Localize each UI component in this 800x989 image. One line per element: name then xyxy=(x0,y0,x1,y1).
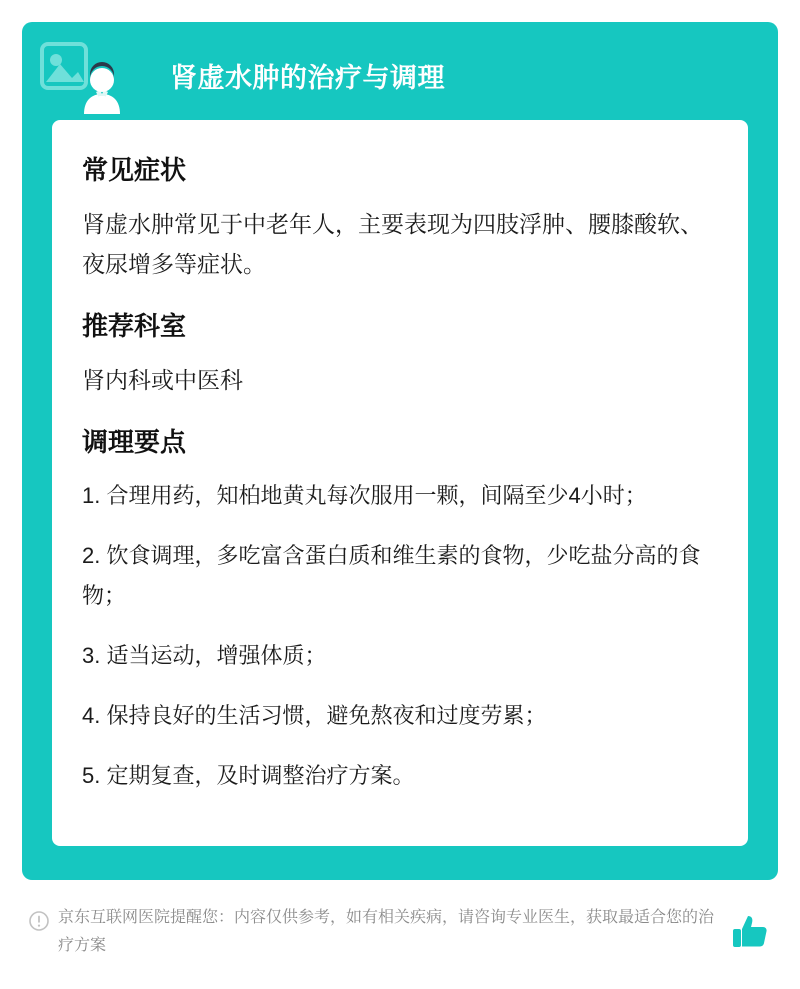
section-heading-tips: 调理要点 xyxy=(82,427,187,457)
article-content xyxy=(52,120,748,846)
section-heading-symptoms: 常见症状 xyxy=(82,155,187,185)
list-item: 4. 保持良好的生活习惯，避免熬夜和过度劳累； xyxy=(82,703,547,728)
section-text-symptoms: 肾虚水肿常见于中老年人，主要表现为四肢浮肿、腰膝酸软、夜尿增多等症状。 xyxy=(82,211,703,277)
doctor-avatar-icon xyxy=(40,40,128,120)
exclamation-circle-icon xyxy=(28,910,50,932)
section-heading-department: 推荐科室 xyxy=(82,311,187,341)
list-item: 3. 适当运动，增强体质； xyxy=(82,643,327,668)
footer-disclaimer-bar xyxy=(22,894,778,984)
disclaimer-text: 京东互联网医院提醒您：内容仅供参考，如有相关疾病，请咨询专业医生，获取最适合您的治疗方案 xyxy=(58,909,715,954)
list-item: 5. 定期复查，及时调整治疗方案。 xyxy=(82,763,415,788)
list-item: 1. 合理用药，知柏地黄丸每次服用一颗，间隔至少4小时； xyxy=(82,483,647,508)
list-item: 2. 饮食调理，多吃富含蛋白质和维生素的食物，少吃盐分高的食物； xyxy=(82,543,701,608)
tips-list xyxy=(82,476,718,796)
article-card xyxy=(22,22,778,880)
section-text-department: 肾内科或中医科 xyxy=(82,367,243,393)
page-title: 肾虚水肿的治疗与调理 xyxy=(170,63,445,93)
thumbs-up-icon[interactable] xyxy=(728,910,772,954)
